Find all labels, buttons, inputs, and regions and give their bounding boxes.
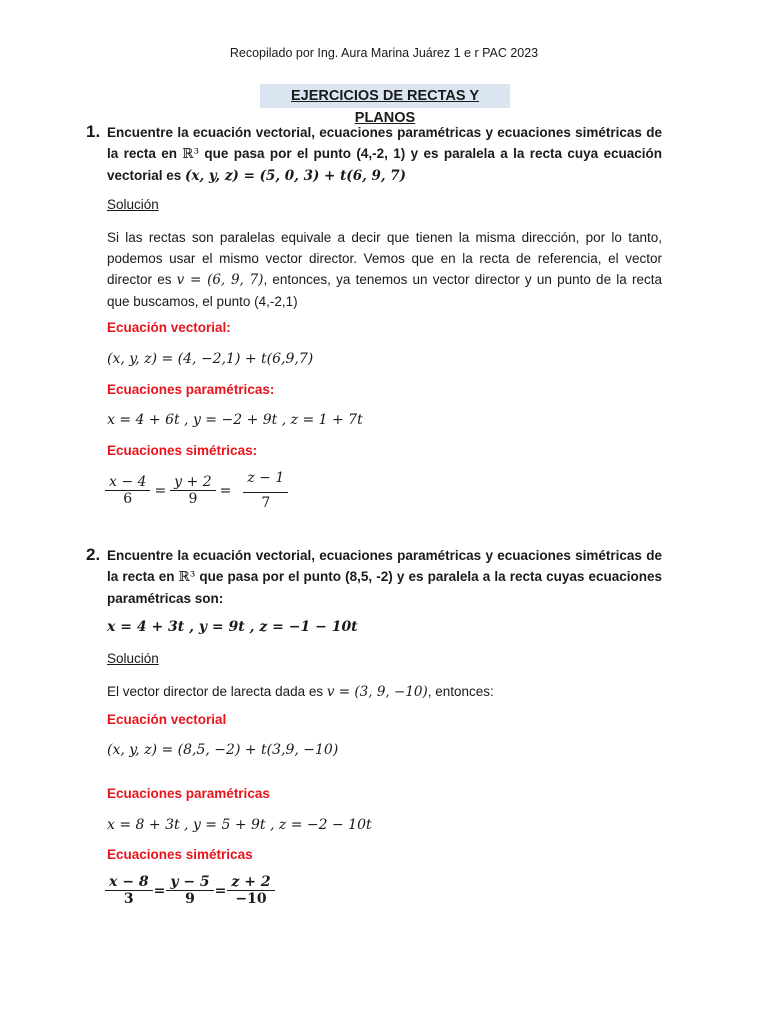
question-2-para-b: , entonces: xyxy=(427,684,494,699)
question-2-vector-label: Ecuación vectorial xyxy=(107,712,227,727)
question-2-given: x = 4 + 3t , y = 9t , z = −1 − 10t xyxy=(107,619,358,635)
question-2-param-equation: x = 8 + 3t , y = 5 + 9t , z = −2 − 10t xyxy=(107,817,372,833)
question-2-space: ℝ³ xyxy=(178,569,196,585)
question-2-param-label: Ecuaciones paramétricas xyxy=(107,786,270,801)
question-1-given: (x, y, z) = (5, 0, 3) + t(6, 9, 7) xyxy=(185,168,407,184)
question-2-paragraph xyxy=(107,681,662,703)
question-1-text-b: que pasa por el punto (4,-2, 1) y es paralela a la recta cuya ecuación vectorial es xyxy=(107,146,662,183)
question-2-para-a: El vector director de larecta dada es xyxy=(107,684,327,699)
question-1-text-a: Encuentre la ecuación vectorial, ecuaciones paramétricas y ecuaciones simétricas de la recta en xyxy=(107,125,662,161)
question-1-sym-label: Ecuaciones simétricas: xyxy=(107,443,258,458)
q1-fraction-x: $\frac{x - 4}{6}$ xyxy=(105,474,150,507)
question-2-text-b: que pasa por el punto (8,5, -2) y es paralela a la recta cuyas ecuaciones paramétricas son: xyxy=(107,569,662,606)
q2-fraction-x: $\frac{x - 8}{3}$ xyxy=(105,874,153,907)
q2-fraction-z: $\frac{z + 2}{-10}$ xyxy=(227,874,274,907)
question-1-vector-equation: (x, y, z) = (4, −2,1) + t(6,9,7) xyxy=(107,351,314,367)
question-1-solution-label: Solución xyxy=(107,197,159,212)
question-2-vector-equation: (x, y, z) = (8,5, −2) + t(3,9, −10) xyxy=(107,742,339,758)
question-2-text-a: Encuentre la ecuación vectorial, ecuaciones paramétricas y ecuaciones simétricas de la recta en xyxy=(107,548,662,584)
q1-fraction-y: $\frac{y + 2}{9}$ xyxy=(170,474,215,507)
q1-fraction-z: $\frac{z - 1}{7}$ xyxy=(243,470,288,511)
question-2-vector: v = (3, 9, −10) xyxy=(326,684,428,700)
question-1-space: ℝ³ xyxy=(182,146,199,162)
question-1-symmetric-equation: $\frac{x - 4}{6}$ = $\frac{y + 2}{9}$ = $\frac{z - 1}{7}$ xyxy=(105,470,288,511)
page-title: EJERCICIOS DE RECTAS Y PLANOS xyxy=(290,88,479,126)
question-2-symmetric-equation: $\frac{x - 8}{3}$ = $\frac{y - 5}{9}$ = $\frac{z + 2}{-10}$ xyxy=(105,874,275,907)
question-1-para-b: , entonces, ya tenemos un vector director y un punto de la recta que buscamos, el punto (4,-2,1) xyxy=(107,272,662,309)
q2-fraction-y: $\frac{y - 5}{9}$ xyxy=(166,874,213,907)
question-2-solution-label: Solución xyxy=(107,651,159,666)
question-1-param-label: Ecuaciones paramétricas: xyxy=(107,382,275,397)
question-1-param-equation: x = 4 + 6t , y = −2 + 9t , z = 1 + 7t xyxy=(107,412,363,428)
question-1-paragraph xyxy=(107,227,662,312)
question-2-text xyxy=(107,545,662,609)
question-1-vector-label: Ecuación vectorial: xyxy=(107,320,231,335)
question-1-para-a: Si las rectas son paralelas equivale a decir que tienen la misma dirección, por lo tanto, podemos usar el mismo vector director. Vemos que en la recta de referencia, el vector director es xyxy=(107,230,662,287)
question-2-sym-label: Ecuaciones simétricas xyxy=(107,847,253,862)
question-1-vector: v = (6, 9, 7) xyxy=(176,272,264,288)
page-header: Recopilado por Ing. Aura Marina Juárez 1 e r PAC 2023 xyxy=(229,46,539,60)
question-1-text xyxy=(107,122,662,187)
question-1-number: 1. xyxy=(86,122,101,141)
question-2-number: 2. xyxy=(86,545,101,564)
